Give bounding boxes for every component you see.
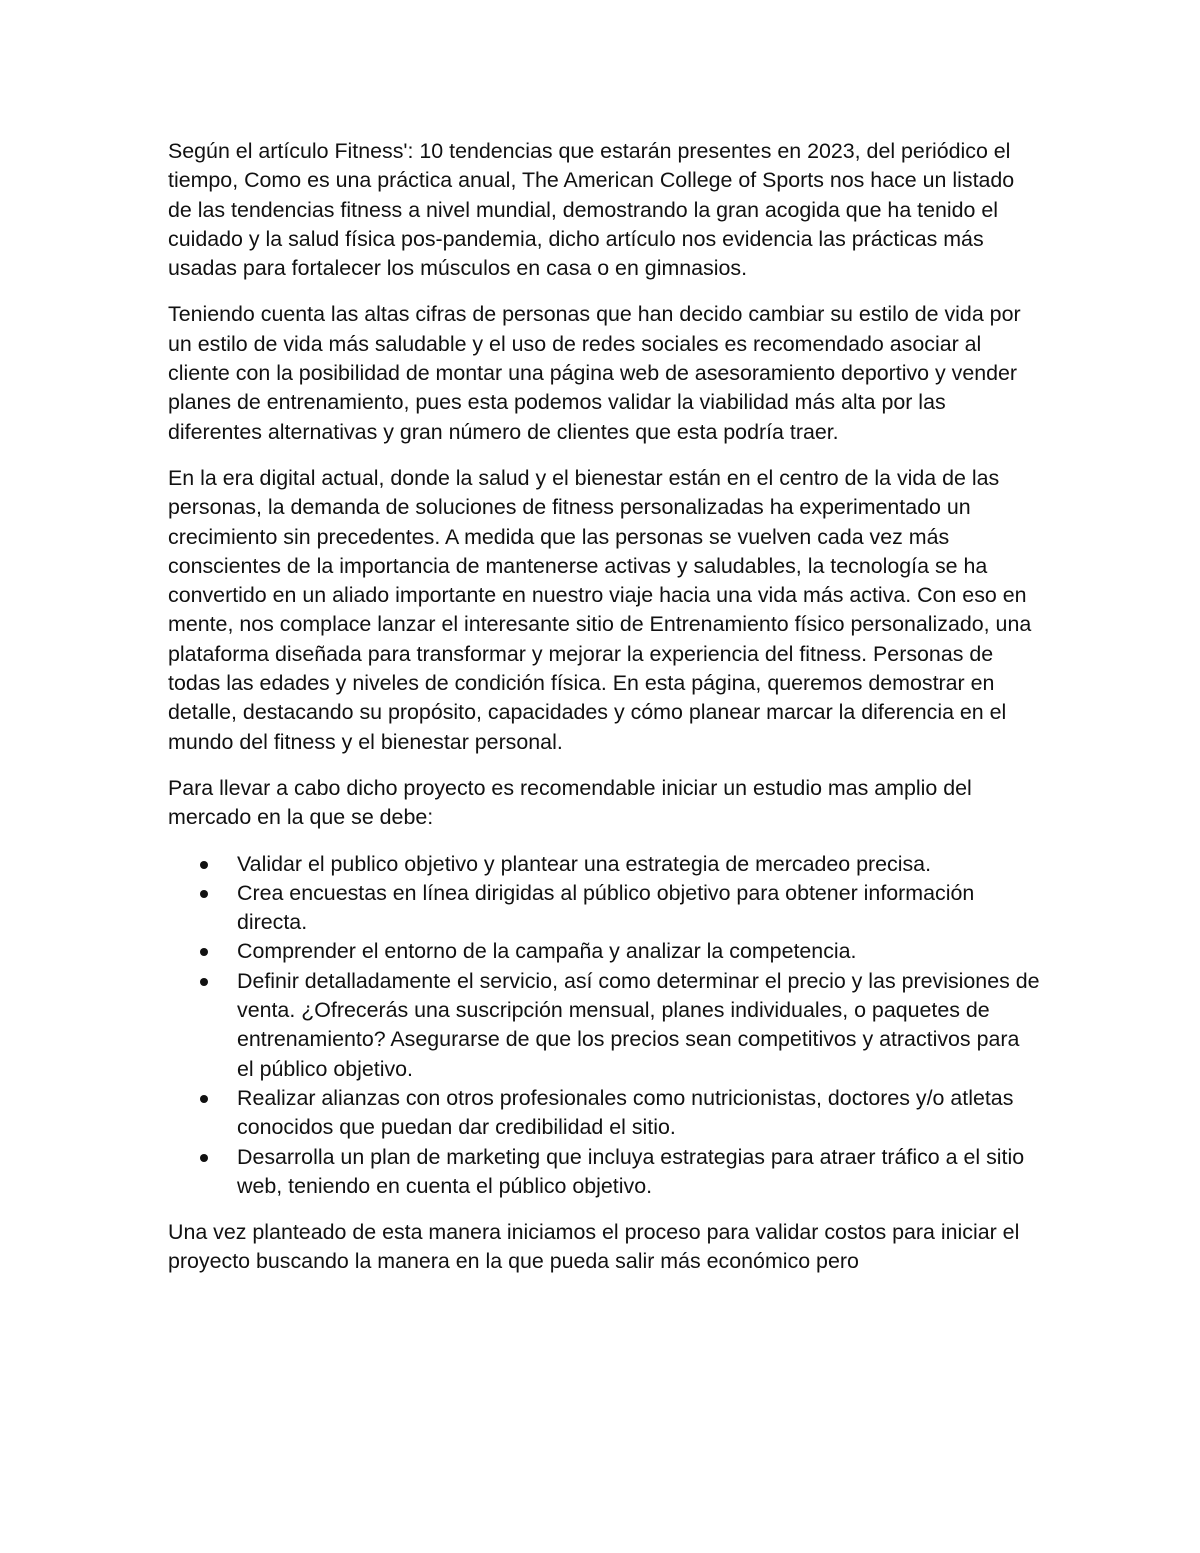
bullet-icon <box>200 890 208 898</box>
list-item <box>168 879 1040 938</box>
paragraph-fitness-trends: Según el artículo Fitness': 10 tendencias que estarán presentes en 2023, del periódico el tiempo, Como es una práctica anual, The American College of Sports nos hace un listado de las tendencias fitness a nivel mundial, demostrando la gran acogida que ha tenido el cuidado y la salud física pos-pandemia, dicho artículo nos evidencia las prácticas más usadas para fortalecer los músculos en casa o en gimnasios. <box>168 139 1015 281</box>
bullet-icon <box>200 1154 208 1162</box>
paragraph-cost-validation: Una vez planteado de esta manera iniciamos el proceso para validar costos para iniciar el proyecto buscando la manera en la que pueda salir más económico pero <box>168 1220 1020 1274</box>
list-item <box>168 850 1040 879</box>
document-body <box>168 137 1040 1294</box>
list-item-text: Realizar alianzas con otros profesionales como nutricionistas, doctores y/o atletas conocidos que puedan dar credibilidad el sitio. <box>237 1085 1014 1140</box>
list-item-text: Desarrolla un plan de marketing que incluya estrategias para atraer tráfico a el sitio web, teniendo en cuenta el público objetivo. <box>237 1144 1025 1198</box>
list-item-text: Comprender el entorno de la campaña y analizar la competencia. <box>237 939 857 964</box>
bullet-icon <box>200 861 208 869</box>
bullet-icon <box>200 1095 208 1103</box>
list-item <box>168 1143 1040 1202</box>
list-item-text: Definir detalladamente el servicio, así como determinar el precio y las previsiones de venta. ¿Ofrecerás una suscripción mensual, planes individuales, o paquetes de entrenamiento? Asegurarse de que los precios sean competitivos y atractivos para el público objetivo. <box>237 968 1040 1081</box>
list-item <box>168 1084 1040 1143</box>
market-study-list <box>168 850 1040 1202</box>
bullet-icon <box>200 978 208 986</box>
list-item-text: Crea encuestas en línea dirigidas al público objetivo para obtener información directa. <box>237 880 975 935</box>
bullet-icon <box>200 948 208 956</box>
paragraph-web-recommendation: Teniendo cuenta las altas cifras de personas que han decido cambiar su estilo de vida por un estilo de vida más saludable y el uso de redes sociales es recomendado asociar al cliente con la posibilidad de montar una página web de asesoramiento deportivo y vender planes de entrenamiento, pues esta podemos validar la viabilidad más alta por las diferentes alternativas y gran número de clientes que esta podría traer. <box>168 302 1021 444</box>
paragraph-market-study-intro: Para llevar a cabo dicho proyecto es recomendable iniciar un estudio mas amplio del mercado en la que se debe: <box>168 775 972 830</box>
paragraph-digital-era: En la era digital actual, donde la salud y el bienestar están en el centro de la vida de las personas, la demanda de soluciones de fitness personalizadas ha experimentado un crecimiento sin precedentes. A medida que las personas se vuelven cada vez más conscientes de la importancia de mantenerse activas y saludables, la tecnología se ha convertido en un aliado importante en nuestro viaje hacia una vida más activa. Con eso en mente, nos complace lanzar el interesante sitio de Entrenamiento físico personalizado, una plataforma diseñada para transformar y mejorar la experiencia del fitness. Personas de todas las edades y niveles de condición física. En esta página, queremos demostrar en detalle, destacando su propósito, capacidades y cómo planear marcar la diferencia en el mundo del fitness y el bienestar personal. <box>168 465 1032 754</box>
list-item <box>168 937 1040 966</box>
list-item <box>168 967 1040 1084</box>
list-item-text: Validar el publico objetivo y plantear una estrategia de mercadeo precisa. <box>237 851 932 876</box>
